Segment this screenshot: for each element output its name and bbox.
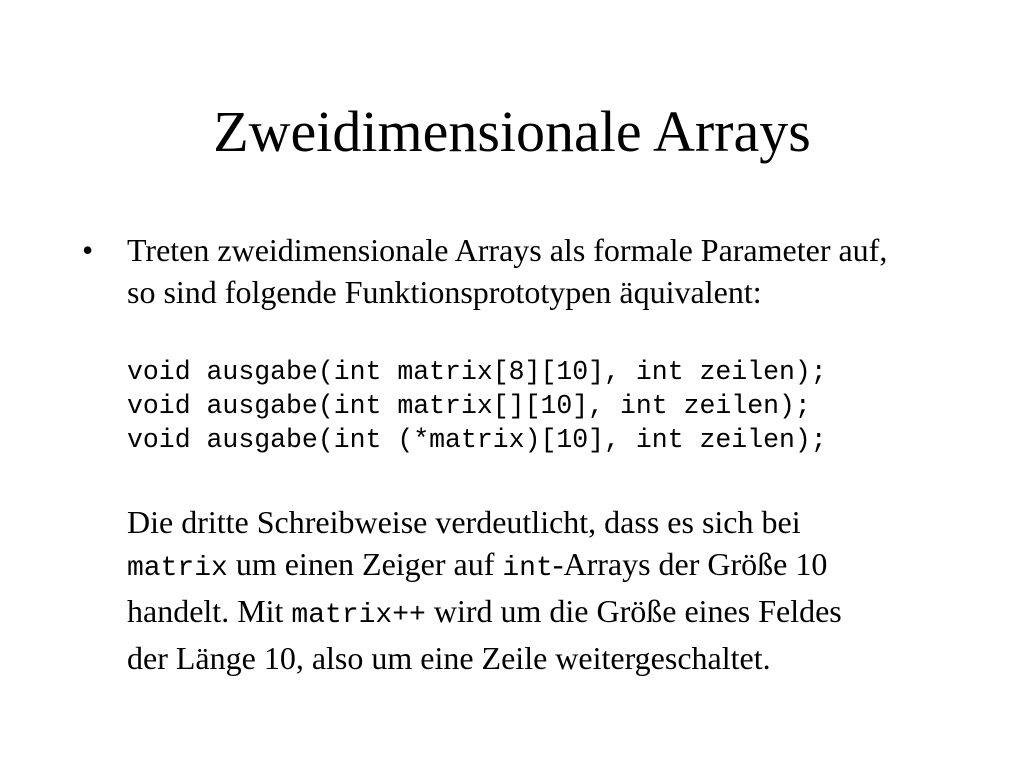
intro-line-1: Treten zweidimensionale Arrays als formale Parameter auf, [127,232,888,268]
explanation-text: handelt. Mit [127,593,292,629]
bullet-icon: • [82,232,94,268]
explanation-line-4: der Länge 10, also um eine Zeile weitergeschaltet. [127,640,771,676]
explanation-paragraph [127,501,957,679]
code-line-3: void ausgabe(int (*matrix)[10], int zeilen); [127,425,827,455]
code-line-1: void ausgabe(int matrix[8][10], int zeilen); [127,357,827,387]
code-term-matrix: matrix [127,553,228,584]
bullet-content [127,229,957,679]
intro-line-2: so sind folgende Funktionsprototypen äquivalent: [127,274,762,310]
explanation-text: um einen Zeiger auf [227,546,503,582]
explanation-line-1: Die dritte Schreibweise verdeutlicht, dass es sich bei [127,504,801,540]
code-term-int: int [502,553,553,584]
explanation-line-3 [127,590,957,637]
code-term-matrix-increment: matrix++ [291,600,426,631]
slide-title: Zweidimensionale Arrays [213,99,811,164]
intro-paragraph [127,229,957,313]
explanation-text: wird um die Größe eines Feldes [425,593,842,629]
code-block [127,355,957,457]
explanation-line-2 [127,543,957,590]
code-line-2: void ausgabe(int matrix[][10], int zeilen); [127,391,811,421]
explanation-text: -Arrays der Größe 10 [552,546,828,582]
